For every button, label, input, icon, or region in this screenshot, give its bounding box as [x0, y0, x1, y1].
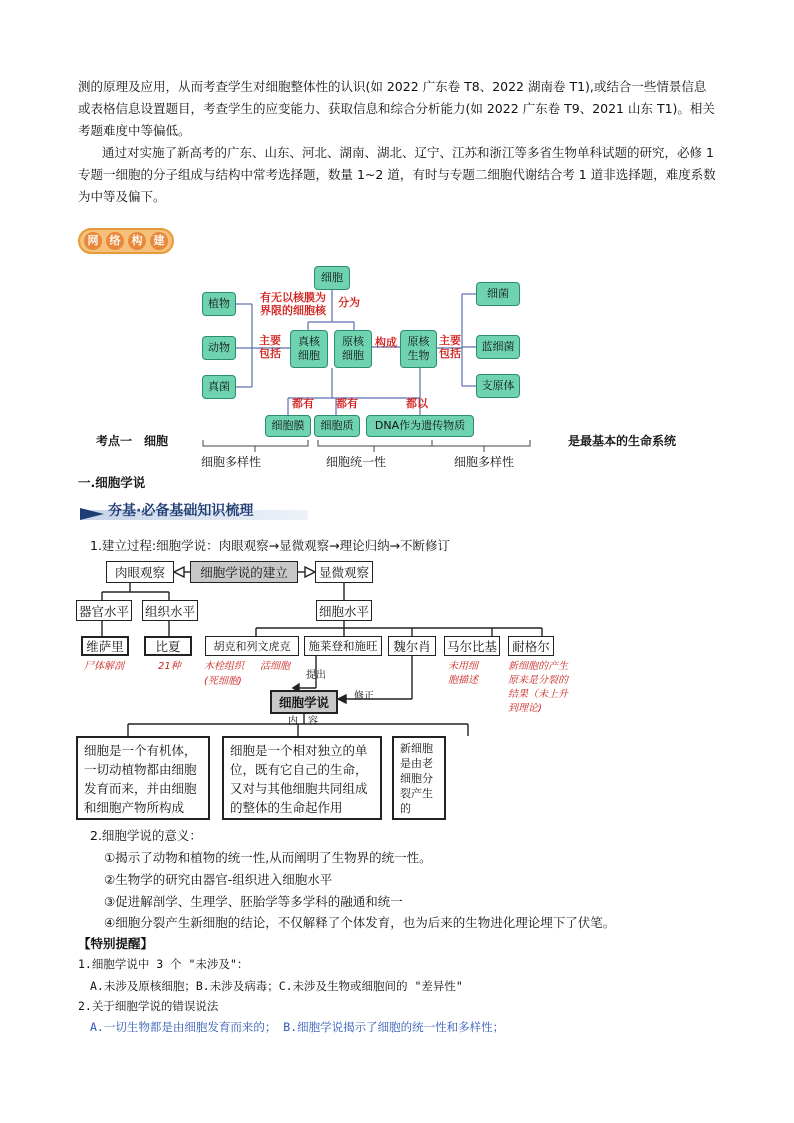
cell-node: 细胞 — [314, 266, 350, 290]
diversity-left: 细胞多样性 — [201, 455, 262, 469]
main-include-right: 主要 包括 — [439, 334, 461, 360]
banner — [80, 498, 308, 524]
nageli-box: 耐格尔 — [508, 636, 554, 656]
note-nageli: 新细胞的产生 原来是分裂的 结果（未上升 到理论) — [508, 661, 568, 714]
badge-char: 络 — [106, 232, 124, 250]
significance-item: ②生物学的研究由器官-组织进入细胞水平 — [104, 872, 333, 887]
significance-item: ③促进解剖学、生理学、胚胎学等多学科的融通和统一 — [104, 894, 403, 909]
malpighi-box: 马尔比基 — [444, 636, 500, 656]
main-include-left: 主要 包括 — [259, 334, 281, 360]
note-hooke-3: (死细胞) — [204, 676, 242, 687]
fungi-node: 真菌 — [202, 375, 236, 399]
bichat-box: 比夏 — [144, 636, 192, 656]
all-have-2: 都有 — [336, 397, 358, 410]
cytoplasm-node: 细胞质 — [314, 415, 360, 437]
tips-line-1a: A.未涉及原核细胞；B.未涉及病毒；C.未涉及生物或细胞间的 "差异性" — [90, 979, 463, 993]
kp-left: 考点一 细胞 — [96, 434, 169, 448]
content-box-2: 细胞是一个相对独立的单位，既有它自己的生命，又对与其他细胞共同组成的整体的生命起作用 — [222, 736, 382, 820]
intro-paragraph-1: 测的原理及应用，从而考查学生对细胞整体性的认识(如 2022 广东卷 T8、2022 湖南卷 T1),或结合一些情景信息或表格信息设置题目，考查学生的应变能力、获取信息和综合分析能力(如 2022 广东卷 T9、2021 山东 T1)。相关考题难度中等偏低。 — [78, 79, 715, 138]
process-title: 1.建立过程:细胞学说：肉眼观察→显微观察→理论归纳→不断修订 — [90, 538, 451, 553]
compose-label: 构成 — [375, 336, 397, 349]
network-connectors — [0, 0, 794, 480]
content-box-1: 细胞是一个有机体，一切动植物都由细胞发育而来，并由细胞和细胞产物所构成 — [76, 736, 210, 820]
tissue-level-box: 组织水平 — [142, 600, 198, 621]
cell-level-box: 细胞水平 — [316, 600, 372, 621]
diversity-right: 细胞多样性 — [454, 455, 515, 469]
organ-level-box: 器官水平 — [76, 600, 132, 621]
content-box-3: 新细胞是由老细胞分裂产生的 — [392, 736, 446, 820]
note-vesalius: 尸体解剖 — [84, 661, 124, 672]
nuclear-label: 有无以核膜为 界限的细胞核 — [260, 291, 326, 317]
note-hooke-2: 活细胞 — [260, 661, 290, 672]
tips-line-2a: A.一切生物都是由细胞发育而来的； B.细胞学说揭示了细胞的统一性和多样性； — [90, 1020, 505, 1034]
founding-box: 细胞学说的建立 — [190, 561, 298, 583]
theory-diagram — [76, 554, 571, 822]
plant-node: 植物 — [202, 292, 236, 316]
badge-char: 网 — [84, 232, 102, 250]
tips-line-2: 2.关于细胞学说的错误说法 — [78, 999, 219, 1013]
tips-line-1: 1.细胞学说中 3 个 "未涉及"： — [78, 957, 249, 971]
bacteria-node: 细菌 — [476, 282, 520, 306]
mycoplasma-node: 支原体 — [476, 374, 520, 398]
badge-char: 建 — [150, 232, 168, 250]
content-label: 内 容 — [288, 716, 318, 727]
prokaryote-organism-node: 原核 生物 — [400, 330, 437, 368]
significance-title: 2.细胞学说的意义： — [90, 828, 202, 843]
all-have-1: 都有 — [292, 397, 314, 410]
unity-label: 细胞统一性 — [326, 455, 387, 469]
badge-char: 构 — [128, 232, 146, 250]
schleiden-box: 施莱登和施旺 — [304, 636, 382, 656]
revise-label: 修正 — [354, 691, 374, 702]
cell-theory-box: 细胞学说 — [270, 690, 338, 714]
propose-label: 提出 — [306, 670, 326, 681]
intro-paragraph-2: 通过对实施了新高考的广东、山东、河北、湖南、湖北、辽宁、江苏和浙江等多省生物单科试题的研究，必修 1 专题一细胞的分子组成与结构中常考选择题，数量 1~2 道，有时与专题二细胞代谢结合考 1 道非选择题，难度系数为中等及偏下。 — [78, 145, 716, 204]
cyanobacteria-node: 蓝细菌 — [476, 335, 520, 359]
note-bichat: 21种 — [158, 661, 181, 672]
note-hooke-1: 木栓组织 — [204, 661, 244, 672]
eukaryote-node: 真核 细胞 — [290, 330, 328, 368]
naked-eye-box: 肉眼观察 — [106, 561, 174, 583]
note-malpighi: 未用细 胞描述 — [448, 661, 478, 686]
banner-text: 夯基·必备基础知识梳理 — [108, 503, 254, 519]
all-use: 都以 — [406, 397, 428, 410]
kp-right: 是最基本的生命系统 — [568, 434, 677, 448]
prokaryote-node: 原核 细胞 — [334, 330, 372, 368]
section-title: 一.细胞学说 — [78, 475, 146, 490]
dna-node: DNA作为遗传物质 — [366, 415, 474, 437]
significance-item: ①揭示了动物和植物的统一性,从而阐明了生物界的统一性。 — [104, 850, 432, 865]
animal-node: 动物 — [202, 336, 236, 360]
banner-arrow — [80, 508, 104, 520]
virchow-box: 魏尔肖 — [388, 636, 436, 656]
significance-item: ④细胞分裂产生新细胞的结论，不仅解释了个体发育，也为后来的生物进化理论埋下了伏笔。 — [104, 915, 616, 930]
vesalius-box: 维萨里 — [81, 636, 129, 656]
microscope-box: 显微观察 — [315, 561, 373, 583]
hooke-box: 胡克和列文虎克 — [205, 636, 299, 656]
divide-label: 分为 — [338, 296, 360, 309]
tips-title: 【特别提醒】 — [78, 936, 154, 951]
membrane-node: 细胞膜 — [265, 415, 311, 437]
